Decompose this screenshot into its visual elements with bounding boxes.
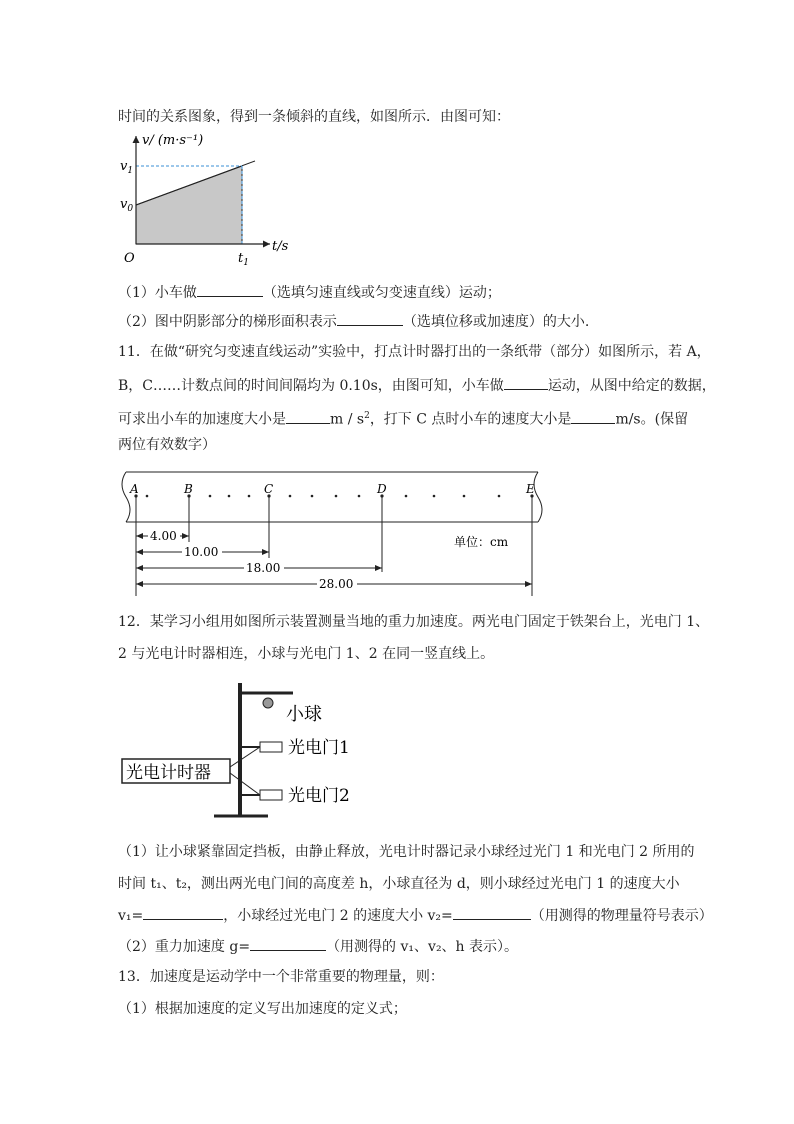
point-label-c: C [264,482,274,496]
q11-blank-2[interactable] [286,409,330,424]
distance-label-ae: 28.00 [319,577,354,591]
shaded-trapezoid [136,166,242,244]
vt-graph [112,128,302,268]
q13-line1: 13．加速度是运动学中一个非常重要的物理量，则： [118,969,444,985]
t1-label: $t_1$ [238,251,249,268]
q12-line2: 2 与光电计时器相连，小球与光电门 1、2 在同一竖直线上。 [118,646,495,662]
q11-line3: 可求出小车的加速度大小是 m / $s^2$，打下 C 点时小车的速度大小是 m/s。(保留 [118,407,688,429]
q11-blank-3[interactable] [571,409,615,424]
intro-text: 时间的关系图象，得到一条倾斜的直线，如图所示．由图可知： [118,109,510,125]
x-axis-label: t/s [272,239,289,254]
ball-label: 小球 [286,704,322,725]
tape-right-edge [534,472,542,522]
q12-blank-g[interactable] [250,936,326,951]
wire-to-gate2 [230,773,260,795]
unit-label: 单位：cm [454,535,509,549]
gate2-label: 光电门2 [288,786,350,806]
point-label-b: B [184,482,193,496]
q12-p1-line3: v₁= ，小球经过光电门 2 的速度大小 v₂= （用测得的物理量符号表示） [118,905,713,925]
q11-line2: B，C……计数点间的时间间隔均为 0.10s，由图可知，小车做 运动，从图中给定的数据， [118,375,716,395]
ball-icon [263,698,273,708]
distance-label-ab: 4.00 [150,529,177,543]
q10-part1: （1）小车做 （选填匀速直线或匀变速直线）运动； [118,282,501,302]
gate1-label: 光电门1 [288,738,350,758]
q12-line1: 12．某学习小组用如图所示装置测量当地的重力加速度。两光电门固定于铁架台上，光电门 1、 [118,614,710,630]
q10-blank-2[interactable] [337,311,403,326]
v1-label: $v_1$ [120,159,134,176]
q11-blank-1[interactable] [504,375,548,390]
origin-label: O [124,251,135,266]
timer-label: 光电计时器 [126,763,211,783]
apparatus-diagram [118,675,378,825]
q10-blank-1[interactable] [197,282,263,297]
point-label-e: E [526,482,535,496]
tape-dots [134,494,533,497]
q13-line2: （1）根据加速度的定义写出加速度的定义式； [118,1001,407,1017]
tape-left-edge [122,472,130,522]
paper-tape-diagram [114,468,554,598]
point-label-a: A [130,482,139,496]
y-axis-label: v/ (m·s⁻¹) [142,133,204,148]
q10-part2: （2）图中阴影部分的梯形面积表示 （选填位移或加速度）的大小. [118,311,589,331]
distance-label-ac: 10.00 [184,545,219,559]
q11-line1: 11．在做“研究匀变速直线运动”实验中，打点计时器打出的一条纸带（部分）如图所示，若 A， [118,344,711,360]
gate2-icon [260,790,282,800]
wire-to-gate1 [230,747,260,767]
q12-p1-line2: 时间 t₁、t₂，测出两光电门间的高度差 h，小球直径为 d，则小球经过光电门 1 的速度大小 [118,876,680,892]
q11-line4: 两位有效数字） [118,437,216,453]
point-label-d: D [377,482,387,496]
q12-p1-line1: （1）让小球紧靠固定挡板，由静止释放，光电计时器记录小球经过光门 1 和光电门 2 所用的 [118,844,695,860]
distance-label-ad: 18.00 [246,561,281,575]
q12-blank-v1[interactable] [143,905,223,920]
gate1-icon [260,742,282,752]
v0-label: $v_0$ [120,197,134,214]
q12-p2: （2）重力加速度 g= （用测得的 v₁、v₂、h 表示）。 [118,936,518,956]
q12-blank-v2[interactable] [453,905,531,920]
